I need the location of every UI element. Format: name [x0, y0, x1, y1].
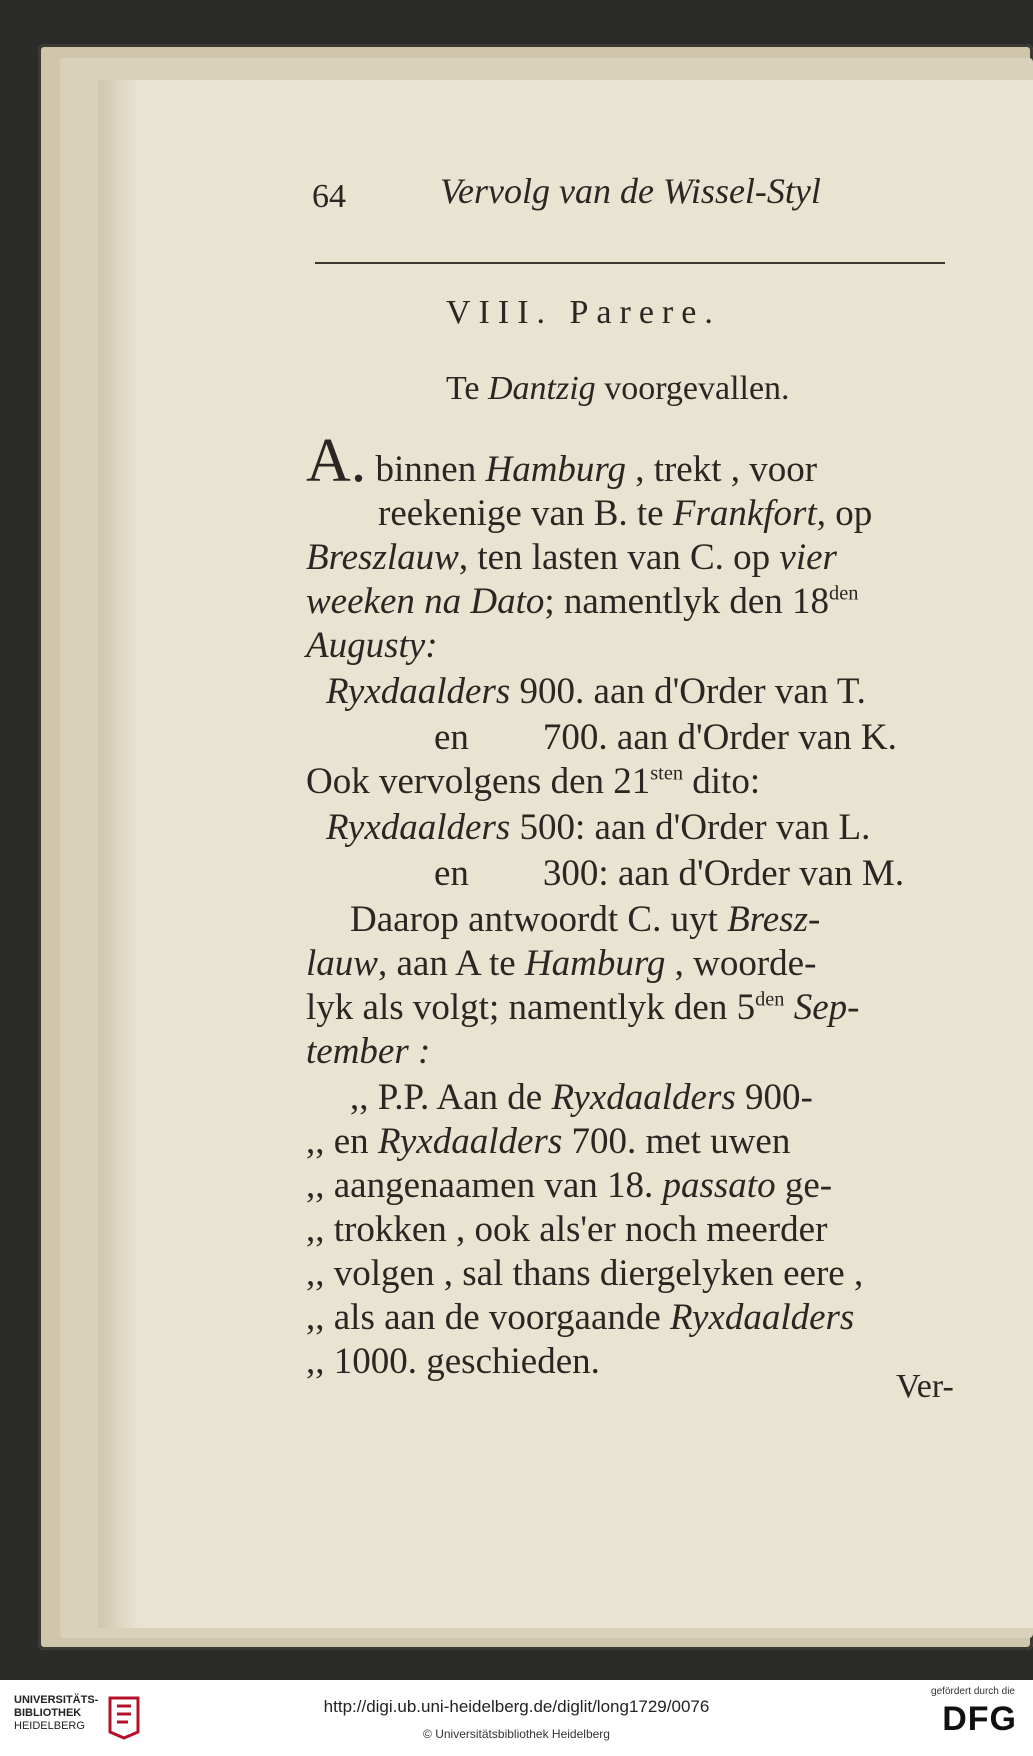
- viewer-footer: [0, 1680, 1033, 1756]
- body-line: lauw, aan A te Hamburg , woorde-: [306, 943, 817, 984]
- body-line: Ryxdaalders 900. aan d'Order van T.: [326, 671, 866, 712]
- running-head: Vervolg van de Wissel-Styl: [440, 171, 821, 211]
- library-name-line3: HEIDELBERG: [14, 1720, 85, 1732]
- body-line: ,, als aan de voorgaande Ryxdaalders: [306, 1297, 855, 1338]
- body-line: ,, P.P. Aan de Ryxdaalders 900-: [350, 1077, 813, 1118]
- body-line: Ook vervolgens den $21^{sten}$ dito:: [306, 761, 761, 802]
- body-line: ,, 1000. geschieden.: [306, 1341, 600, 1382]
- body-line: Ryxdaalders 500: aan d'Order van L.: [326, 807, 871, 848]
- section-title: VIII. Parere.: [446, 294, 721, 331]
- funder-label: gefördert durch die: [931, 1686, 1015, 1697]
- body-line: weeken na Dato; namentlyk den $18^{den}$: [306, 581, 859, 622]
- header-rule: [315, 262, 945, 264]
- library-name-line2: BIBLIOTHEK: [14, 1707, 82, 1719]
- dfg-logo[interactable]: DFG: [942, 1700, 1017, 1738]
- subtitle-place: Dantzig: [488, 370, 596, 407]
- body-line: lyk als volgt; namentlyk den $5^{den}$ Sep-: [306, 987, 860, 1028]
- subtitle-rest: voorgevallen.: [604, 370, 790, 407]
- body-line: ,, volgen , sal thans diergelyken eere ,: [306, 1253, 864, 1294]
- catchword: Ver-: [896, 1368, 954, 1405]
- body-line: en 300: aan d'Order van M.: [434, 853, 905, 894]
- body-line: ,, en Ryxdaalders 700. met uwen: [306, 1121, 791, 1162]
- body-line: tember :: [306, 1031, 431, 1072]
- body-line: reekenige van B. te Frankfort, op: [378, 493, 873, 534]
- body-line: ,, trokken , ook als'er noch meerder: [306, 1209, 828, 1250]
- permalink-url[interactable]: http://digi.ub.uni-heidelberg.de/diglit/long1729/0076: [323, 1697, 710, 1716]
- body-line: Augusty:: [306, 625, 438, 666]
- page-number: 64: [312, 178, 346, 215]
- body-line: A. binnen Hamburg , trekt , voor: [306, 427, 818, 495]
- subtitle-te: Te: [446, 370, 480, 407]
- body-line: Daarop antwoordt C. uyt Bresz-: [350, 899, 821, 940]
- body-line: en 700. aan d'Order van K.: [434, 717, 897, 758]
- subtitle: [446, 370, 790, 408]
- body-line: Breszlauw, ten lasten van C. op vier: [306, 537, 837, 578]
- body-line: ,, aangenaamen van 18. passato ge-: [306, 1165, 833, 1206]
- line-1-text: binnen Hamburg , trekt , voor: [375, 449, 818, 490]
- page-gutter: [98, 80, 138, 1628]
- copyright-notice: © Universitätsbibliothek Heidelberg: [423, 1727, 610, 1741]
- library-name-line1: UNIVERSITÄTS-: [14, 1694, 99, 1706]
